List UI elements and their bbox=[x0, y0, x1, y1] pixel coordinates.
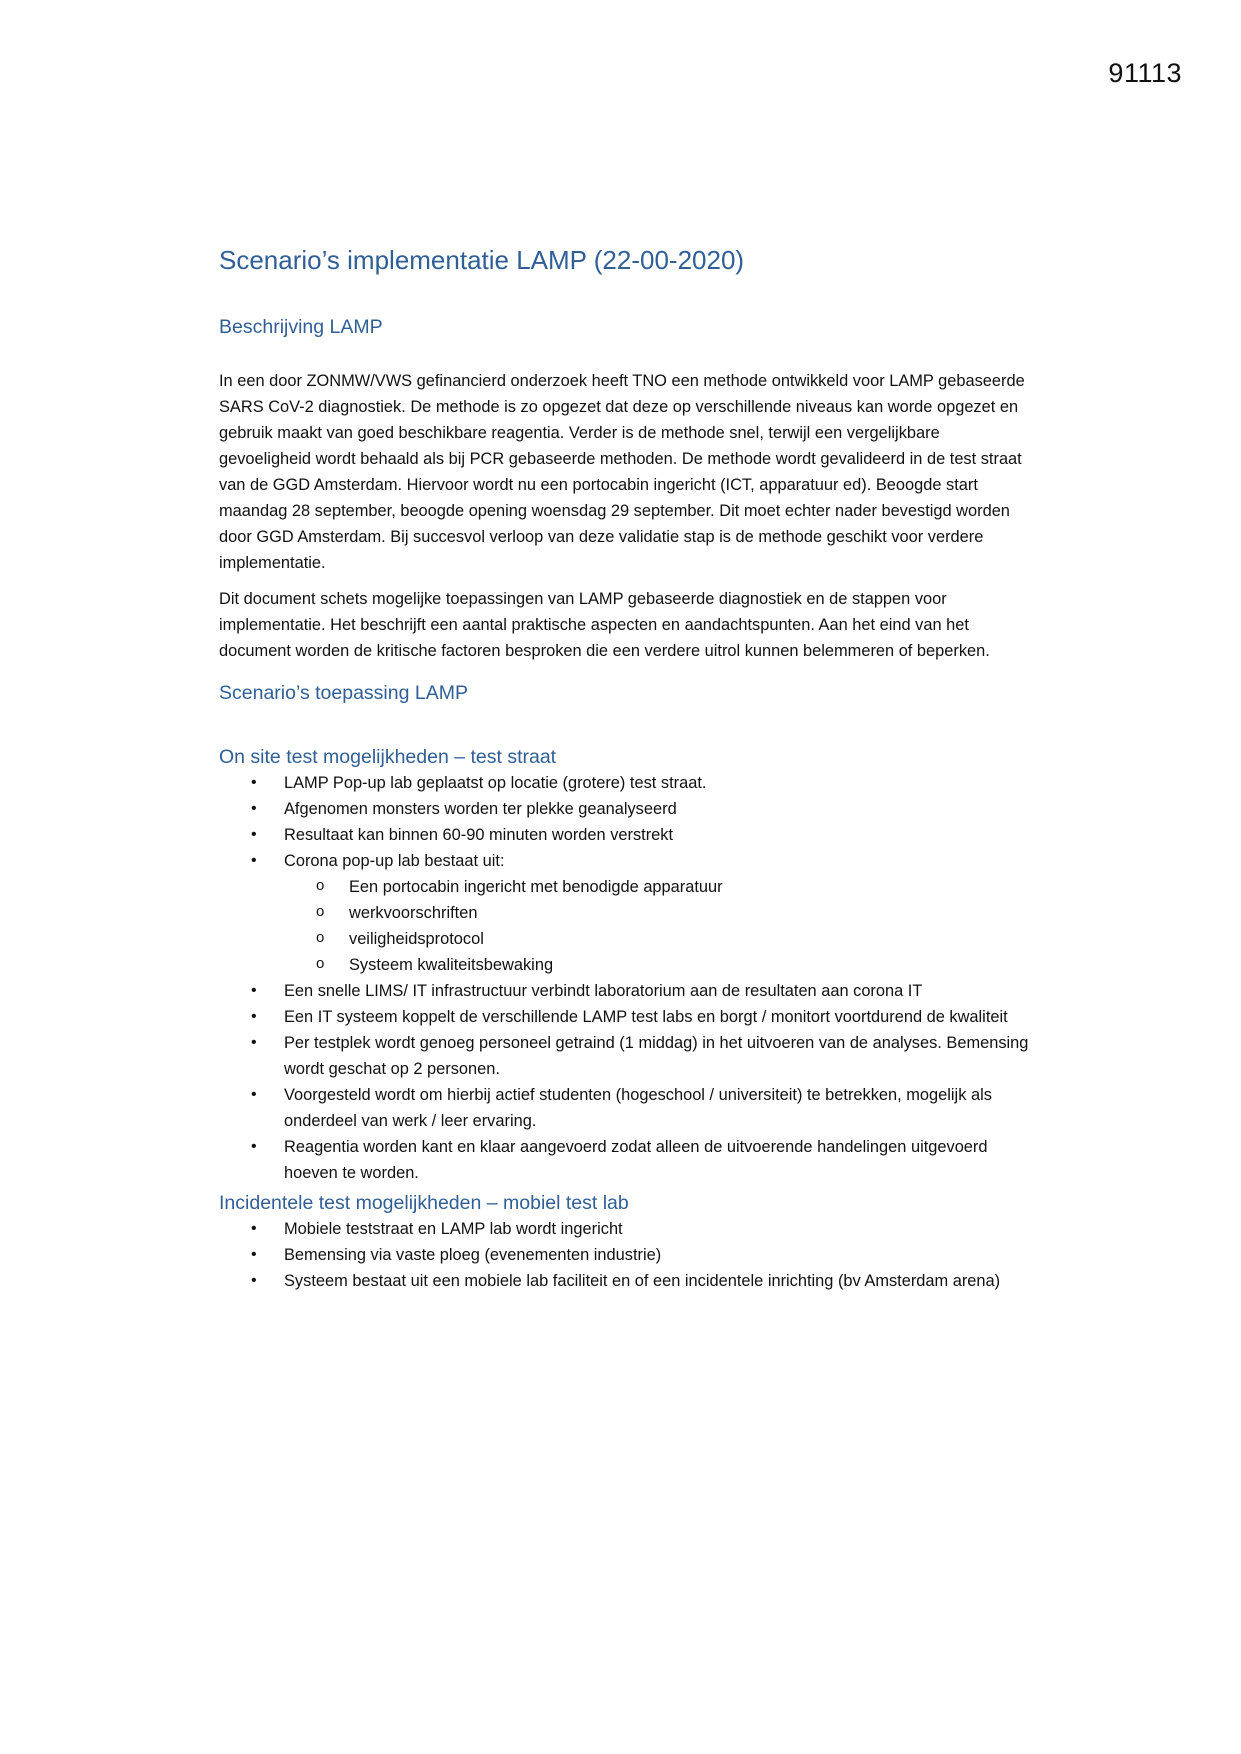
sub-list-item: o Systeem kwaliteitsbewaking bbox=[284, 952, 1029, 978]
subsection-heading-on-site: On site test mogelijkheden – test straat bbox=[219, 746, 557, 768]
document-body bbox=[219, 238, 1029, 1294]
list-item: • LAMP Pop-up lab geplaatst op locatie (grotere) test straat. bbox=[219, 770, 1029, 796]
list-item bbox=[219, 848, 1029, 978]
list-item: • Mobiele teststraat en LAMP lab wordt ingericht bbox=[219, 1216, 1029, 1242]
list-item: • Voorgesteld wordt om hierbij actief studenten (hogeschool / universiteit) te betrekken, mogelijk als onderdeel van werk / leer ervaring. bbox=[219, 1082, 1029, 1134]
mobile-lab-bullet-list bbox=[219, 1216, 1029, 1294]
on-site-bullet-list bbox=[219, 770, 1029, 1186]
page-number: 91113 bbox=[1108, 58, 1182, 88]
list-item: • Bemensing via vaste ploeg (evenementen industrie) bbox=[219, 1242, 1029, 1268]
pop-up-lab-sub-list bbox=[284, 874, 1029, 978]
paragraph-document-scope: Dit document schets mogelijke toepassingen van LAMP gebaseerde diagnostiek en de stappen voor implementatie. Het beschrijft een aantal praktische aspecten en aandachtspunten. Aan het eind van het document worden de kritische factoren besproken die een verdere uitrol kunnen belemmeren of beperken. bbox=[219, 590, 990, 660]
list-item: • Reagentia worden kant en klaar aangevoerd zodat alleen de uitvoerende handelingen uitgevoerd hoeven te worden. bbox=[219, 1134, 1029, 1186]
list-item: • Per testplek wordt genoeg personeel getraind (1 middag) in het uitvoeren van de analyses. Bemensing wordt geschat op 2 personen. bbox=[219, 1030, 1029, 1082]
sub-list-item: o werkvoorschriften bbox=[284, 900, 1029, 926]
section-heading-scenarios: Scenario’s toepassing LAMP bbox=[219, 682, 468, 704]
list-item: • Systeem bestaat uit een mobiele lab faciliteit en of een incidentele inrichting (bv Amsterdam arena) bbox=[219, 1268, 1029, 1294]
sub-list-item: o Een portocabin ingericht met benodigde apparatuur bbox=[284, 874, 1029, 900]
section-heading-beschrijving: Beschrijving LAMP bbox=[219, 316, 383, 338]
list-item: • Resultaat kan binnen 60-90 minuten worden verstrekt bbox=[219, 822, 1029, 848]
list-item-text: Corona pop-up lab bestaat uit: bbox=[284, 852, 505, 870]
list-item: • Een snelle LIMS/ IT infrastructuur verbindt laboratorium aan de resultaten aan corona IT bbox=[219, 978, 1029, 1004]
list-item: • Afgenomen monsters worden ter plekke geanalyseerd bbox=[219, 796, 1029, 822]
document-title: Scenario’s implementatie LAMP (22-00-2020) bbox=[219, 245, 745, 275]
sub-list-item: o veiligheidsprotocol bbox=[284, 926, 1029, 952]
paragraph-intro: In een door ZONMW/VWS gefinancierd onderzoek heeft TNO een methode ontwikkeld voor LAMP gebaseerde SARS CoV-2 diagnostiek. De methode is zo opgezet dat deze op verschillende niveaus kan worde opgezet en gebruik maakt van goed beschikbare reagentia. Verder is de methode snel, terwijl een vergelijkbare gevoeligheid wordt behaald als bij PCR gebaseerde methoden. De methode wordt gevalideerd in de test straat van de GGD Amsterdam. Hiervoor wordt nu een portocabin ingericht (ICT, apparatuur ed). Beoogde start maandag 28 september, beoogde opening woensdag 29 september. Dit moet echter nader bevestigd worden door GGD Amsterdam. Bij succesvol verloop van deze validatie stap is de methode geschikt voor verdere implementatie. bbox=[219, 372, 1025, 572]
subsection-heading-incidentele: Incidentele test mogelijkheden – mobiel test lab bbox=[219, 1192, 629, 1214]
list-item: • Een IT systeem koppelt de verschillende LAMP test labs en borgt / monitort voortdurend de kwaliteit bbox=[219, 1004, 1029, 1030]
